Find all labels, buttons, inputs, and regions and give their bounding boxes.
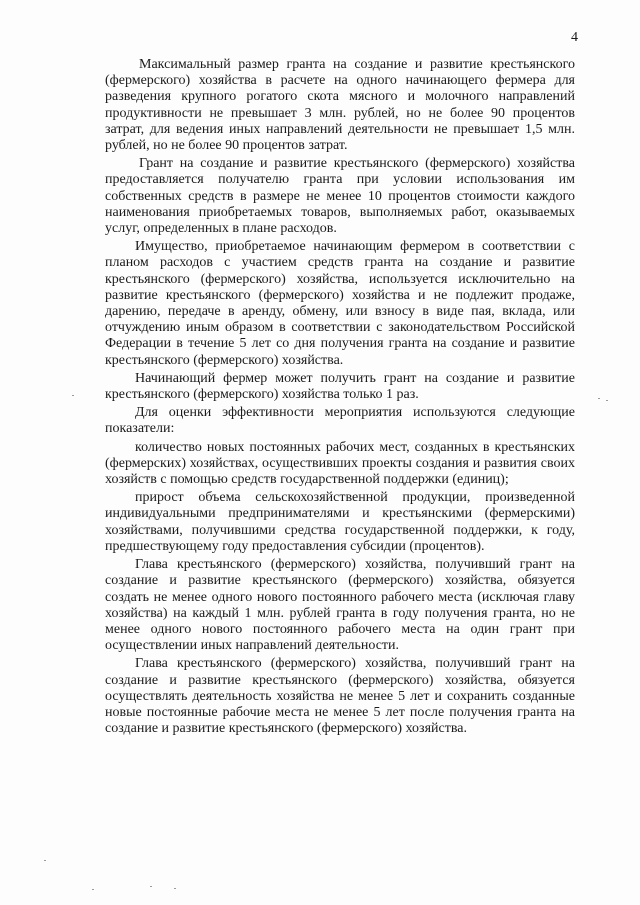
paragraph-job-creation-obligation: Глава крестьянского (фермерского) хозяйства, получивший грант на создание и развитие крестьянского (фермерского) хозяйства, обязуется создать не менее одного нового постоянного рабочего места (исключая главу хозяйства) на каждый 1 млн. рублей гранта в году получения гранта, но не менее одного нового постоянного рабочего места на один грант при осуществлении иных направлений деятельности. (105, 557, 575, 654)
scan-speck (92, 889, 94, 890)
scan-speck (606, 400, 608, 401)
paragraph-indicator-production: прирост объема сельскохозяйственной продукции, произведенной индивидуальными предпринимателями и крестьянскими (фермерскими) хозяйствами, получившими средства государственной поддержки, к году, предшествующему году предоставления субсидии (процентов). (105, 490, 575, 554)
paragraph-own-funds-condition: Грант на создание и развитие крестьянского (фермерского) хозяйства предоставляется получателю гранта при условии использования им собственных средств в размере не менее 10 процентов стоимости каждого наименования приобретаемых товаров, выполняемых работ, оказываемых услуг, определенных в плане расходов. (105, 156, 575, 237)
scan-speck (150, 886, 152, 887)
scan-speck (72, 395, 74, 396)
scan-speck (174, 888, 176, 889)
paragraph-grant-max-size: Максимальный размер гранта на создание и развитие крестьянского (фермерского) хозяйства в расчете на одного начинающего фермера для разведения крупного рогатого скота мясного и молочного направлений продуктивности не превышает 3 млн. рублей, но не более 90 процентов затрат, для ведения иных направлений деятельности не превышает 1,5 млн. рублей, но не более 90 процентов затрат. (105, 57, 575, 154)
paragraph-indicator-jobs: количество новых постоянных рабочих мест, созданных в крестьянских (фермерских) хозяйствах, осуществивших проекты создания и развития своих хозяйств с помощью средств государственной поддержки (единиц); (105, 439, 575, 488)
paragraph-one-time-grant: Начинающий фермер может получить грант на создание и развитие крестьянского (фермерского) хозяйства только 1 раз. (105, 370, 575, 403)
page-number: 4 (571, 30, 578, 45)
scan-speck (598, 398, 600, 399)
paragraph-indicators-intro: Для оценки эффективности мероприятия используются следующие показатели: (105, 405, 575, 437)
document-body (105, 57, 575, 739)
paragraph-activity-obligation: Глава крестьянского (фермерского) хозяйства, получивший грант на создание и развитие крестьянского (фермерского) хозяйства, обязуется осуществлять деятельность хозяйства не менее 5 лет и сохранить созданные новые постоянные рабочие места не менее 5 лет после получения гранта на создание и развитие крестьянского (фермерского) хозяйства. (105, 656, 575, 737)
scan-speck (44, 860, 46, 861)
paragraph-property-use: Имущество, приобретаемое начинающим фермером в соответствии с планом расходов с участием средств гранта на создание и развитие крестьянского (фермерского) хозяйства, используется исключительно на развитие крестьянского (фермерского) хозяйства и не подлежит продаже, дарению, передаче в аренду, обмену, или взносу в виде пая, вклада, или отчуждению иным образом в соответствии с законодательством Российской Федерации в течение 5 лет со дня получения гранта на создание и развитие крестьянского (фермерского) хозяйства. (105, 239, 575, 368)
